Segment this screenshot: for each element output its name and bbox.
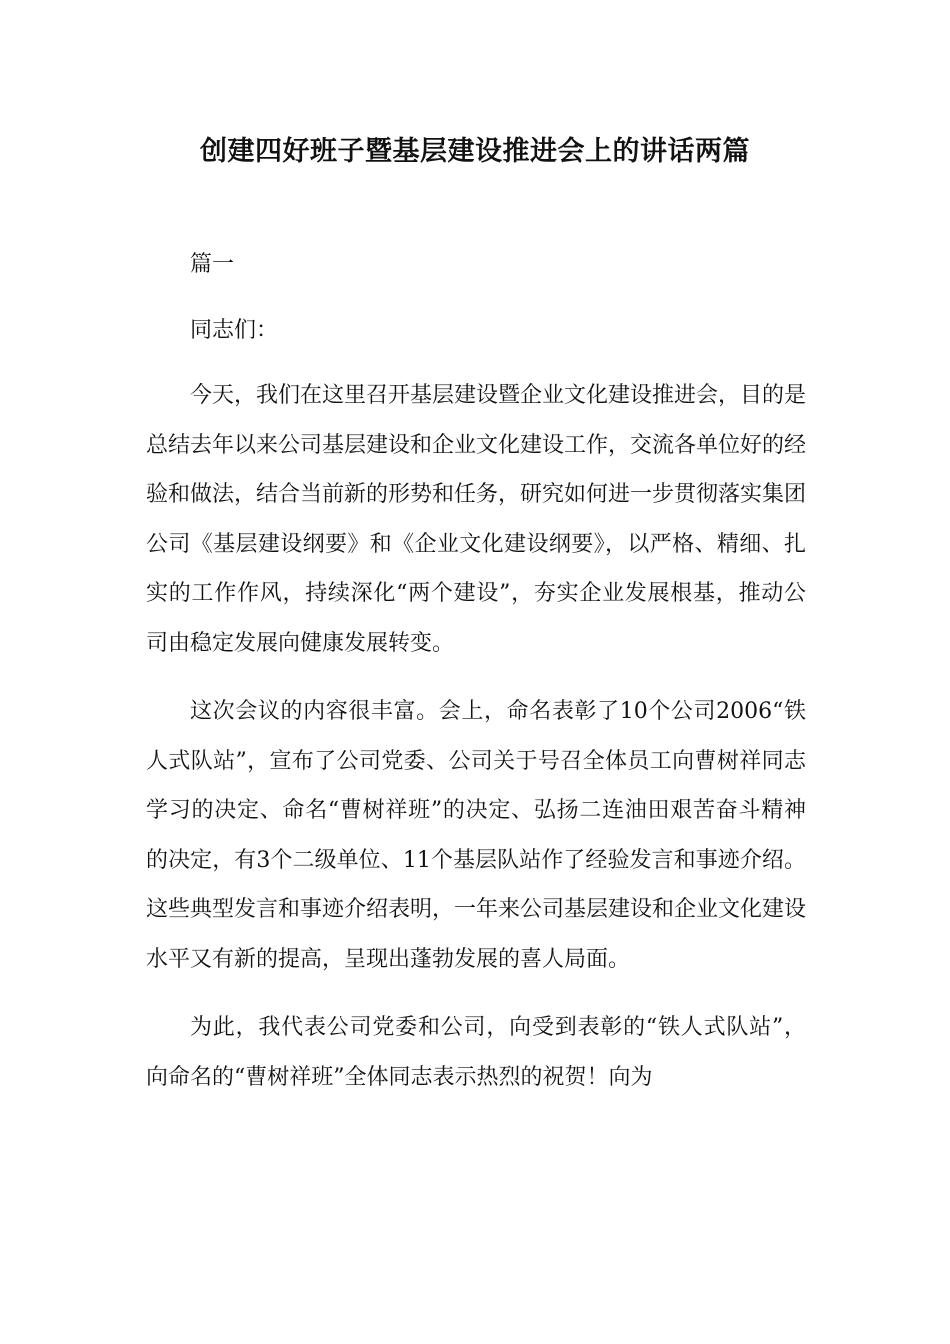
salutation: 同志们： (190, 317, 279, 343)
body-paragraph-2: 这次会议的内容很丰富。会上，命名表彰了10个公司2006“铁人式队站”，宣布了公司党委、公司关于号召全体员工向曹树祥同志学习的决定、命名“曹树祥班”的决定、弘扬二连油田艰苦奋斗精神的决定，有3个二级单位、11个基层队站作了经验发言和事迹介绍。这些典型发言和事迹介绍表明，一年来公司基层建设和企业文化建设水平又有新的提高，呈现出蓬勃发展的喜人局面。 (146, 699, 807, 972)
body-paragraph-1: 今天，我们在这里召开基层建设暨企业文化建设推进会，目的是总结去年以来公司基层建设和企业文化建设工作，交流各单位好的经验和做法，结合当前新的形势和任务，研究如何进一步贯彻落实集团公司《基层建设纲要》和《企业文化建设纲要》，以严格、精细、扎实的工作作风，持续深化“两个建设”，夯实企业发展根基，推动公司由稳定发展向健康发展转变。 (146, 383, 807, 656)
section-label: 篇一 (190, 252, 235, 277)
body-paragraph-3: 为此，我代表公司党委和公司，向受到表彰的“铁人式队站”，向命名的“曹树祥班”全体同志表示热烈的祝贺！向为 (146, 1015, 806, 1090)
document-title: 创建四好班子暨基层建设推进会上的讲话两篇 (200, 136, 750, 167)
document-body (146, 240, 806, 1121)
